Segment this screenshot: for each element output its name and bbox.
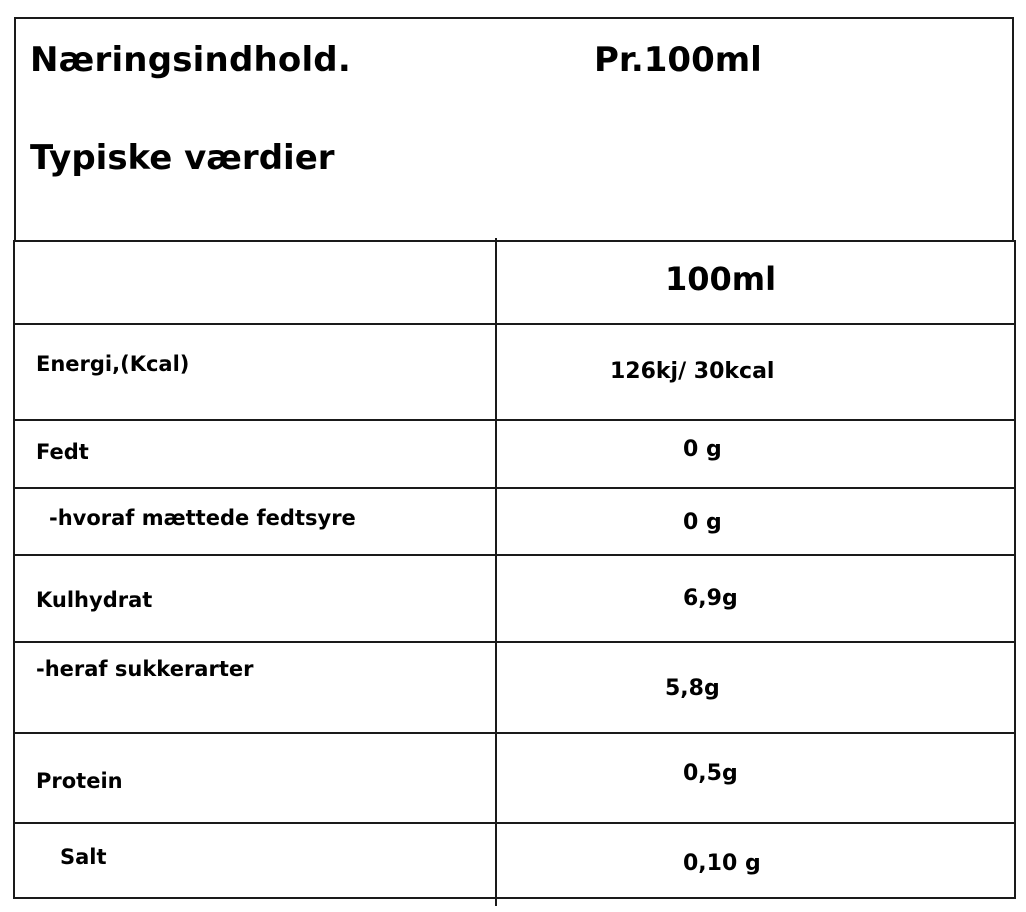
row-value-carbohydrate: 6,9g <box>683 586 738 611</box>
row-label-salt: Salt <box>60 845 107 869</box>
row-value-saturated-fat: 0 g <box>683 510 722 535</box>
row-label-saturated-fat: -hvoraf mættede fedtsyre <box>49 506 356 530</box>
row-value-sugars: 5,8g <box>665 676 720 701</box>
row-label-fat: Fedt <box>36 440 89 464</box>
nutrition-subtitle: Typiske værdier <box>30 138 335 178</box>
table-divider <box>13 822 1016 824</box>
row-label-protein: Protein <box>36 769 123 793</box>
table-column-divider <box>495 238 497 906</box>
per-amount-heading: Pr.100ml <box>594 40 762 80</box>
row-value-salt: 0,10 g <box>683 851 761 876</box>
row-label-carbohydrate: Kulhydrat <box>36 588 153 612</box>
table-divider <box>13 487 1016 489</box>
table-divider <box>13 732 1016 734</box>
nutrition-title: Næringsindhold. <box>30 40 351 80</box>
column-header-100ml: 100ml <box>665 260 777 298</box>
row-value-fat: 0 g <box>683 437 722 462</box>
table-divider <box>13 419 1016 421</box>
table-divider <box>13 554 1016 556</box>
table-divider <box>13 323 1016 325</box>
table-bottom-border <box>13 897 1016 899</box>
table-left-border <box>13 240 15 899</box>
table-top-border <box>13 240 1016 242</box>
table-divider <box>13 641 1016 643</box>
row-label-sugars: -heraf sukkerarter <box>36 657 254 681</box>
row-label-energy: Energi,(Kcal) <box>36 352 190 376</box>
table-right-border <box>1014 240 1016 899</box>
row-value-energy: 126kj/ 30kcal <box>610 359 775 384</box>
row-value-protein: 0,5g <box>683 761 738 786</box>
